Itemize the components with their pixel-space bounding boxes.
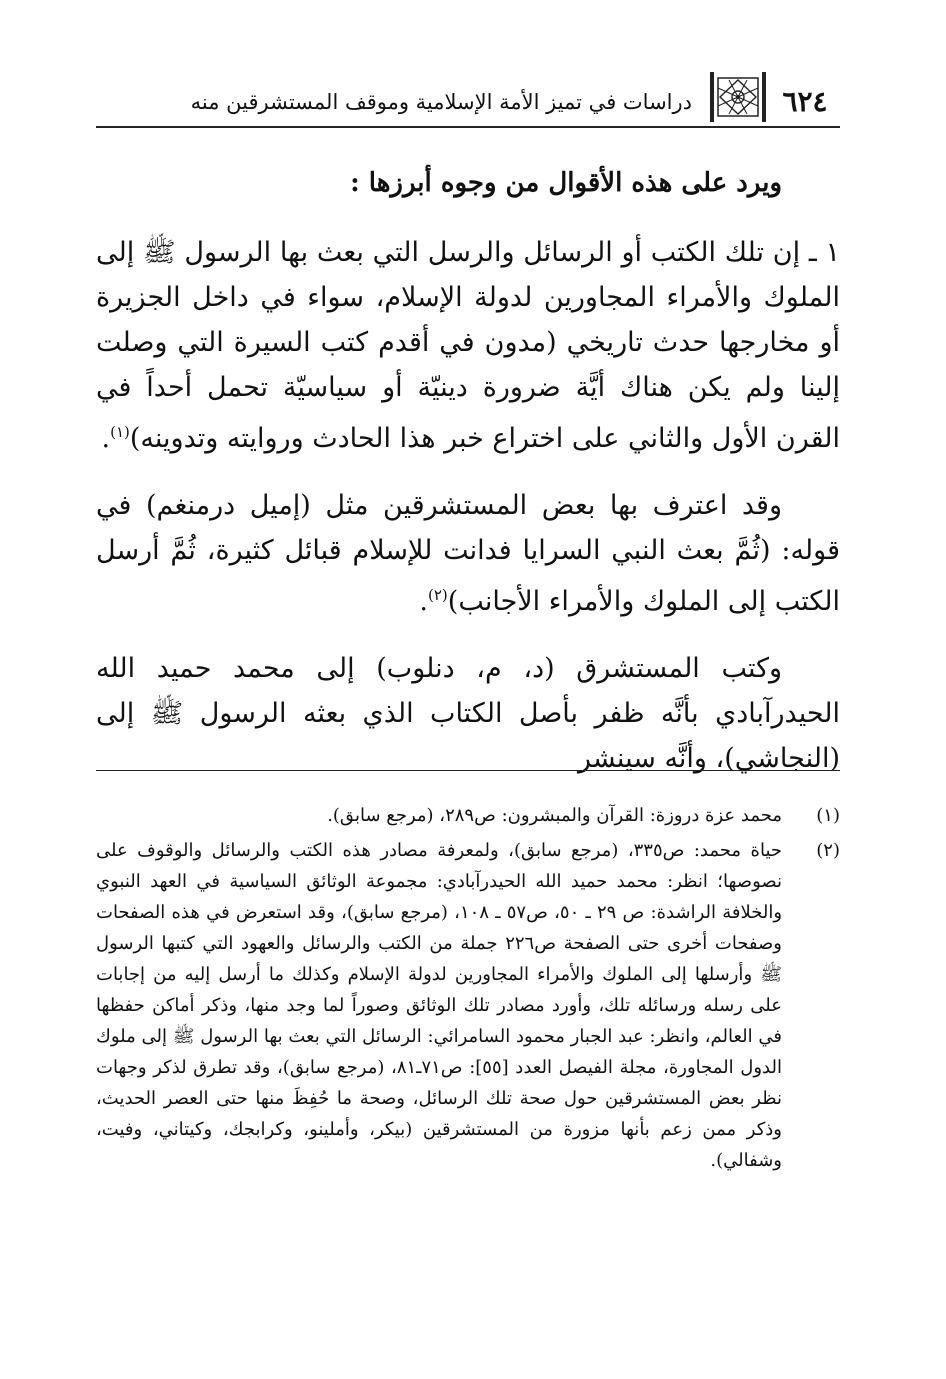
page-number: ٦٢٤ — [782, 84, 828, 118]
footnote-number: (١) — [816, 805, 840, 826]
ornament-pattern-icon — [716, 76, 760, 118]
paragraph-3: وكتب المستشرق (د، م، دنلوب) إلى محمد حميد الله الحيدرآبادي بأنَّه ظفر بأصل الكتاب الذي بعثه الرسول ﷺ إلى (النجاشي)، وأنَّه سينشر — [96, 653, 840, 774]
footnote-text: حياة محمد: ص٣٣٥، (مرجع سابق)، ولمعرفة مصادر هذه الكتب والرسائل والوقوف على نصوصها؛ انظر: محمد حميد الله الحيدرآبادي: مجموعة الوثائق السياسية في العهد النبوي والخلافة الراشدة: ص ٢٩ ـ ٥٠، ص٥٧ ـ ١٠٨، (مرجع سابق)، وقد استعرض في هذه الصفحات وصفحات أخرى حتى الصفحة ص٢٢٦ جملة من الكتب والرسائل والعهود التي كتبها الرسول ﷺ وأرسلها إلى الملوك والأمراء المجاورين لدولة الإسلام وكذلك ما أرسل إليه من إجابات على رسله ورسائله تلك، وأورد مصادر تلك الوثائق وصوراً لما وجد منها، وذكر أماكن حفظها في العالم، وانظر: عبد الجبار محمود السامرائي: الرسائل التي بعث بها الرسول ﷺ إلى ملوك الدول المجاورة، مجلة الفيصل العدد [٥٥]: ص٧١ـ٨١، (مرجع سابق)، وقد تطرق لذكر وجهات نظر بعض المستشرقين حول صحة تلك الرسائل، وصحة ما حُفِظَ منها حتى العصر الحديث، وذكر ممن زعم بأنها مزورة من المستشرقين (بيكر، وأملينو، وكرابجك، وكيتاني، وفيت، وشفالي). — [96, 840, 783, 1171]
paragraph-2-text: وقد اعترف بها بعض المستشرقين مثل (إميل درمنغم) في قوله: (ثُمَّ بعث النبي السرايا فدانت للإسلام قبائل كثيرة، ثُمَّ أرسل الكتب إلى الملوك والأمراء الأجانب) — [96, 490, 840, 617]
ornament-icon — [710, 72, 766, 122]
footnotes — [96, 800, 840, 1180]
footnote-2 — [96, 835, 840, 1176]
footnote-ref-1[interactable]: (١) — [110, 423, 130, 441]
paragraph-2 — [96, 483, 840, 624]
footnote-text: محمد عزة دروزة: القرآن والمبشرون: ص٢٨٩، (مرجع سابق). — [327, 805, 782, 826]
footnote-1 — [96, 800, 840, 831]
footnote-number: (٢) — [816, 840, 840, 861]
footnote-ref-2[interactable]: (٢) — [428, 586, 448, 604]
page-header — [96, 68, 840, 128]
paragraph-2-end: . — [419, 586, 428, 617]
main-text — [96, 150, 840, 803]
section-lead: ويرد على هذه الأقوال من وجوه أبرزها : — [350, 168, 782, 198]
footnote-divider — [96, 770, 840, 771]
running-title: دراسات في تميز الأمة الإسلامية وموقف المستشرقين منه — [190, 90, 692, 114]
paragraph-1 — [96, 230, 840, 461]
paragraph-1-text: ١ ـ إن تلك الكتب أو الرسائل والرسل التي بعث بها الرسول ﷺ إلى الملوك والأمراء المجاورين لدولة الإسلام، سواء في داخل الجزيرة أو مخارجها حدث تاريخي (مدون في أقدم كتب السيرة التي وصلت إلينا ولم يكن هناك أيَّة ضرورة دينيّة أو سياسيّة تحمل أحداً في القرن الأول والثاني على اختراع خبر هذا الحادث وروايته وتدوينه) — [96, 237, 840, 454]
paragraph-1-end: . — [101, 423, 111, 454]
